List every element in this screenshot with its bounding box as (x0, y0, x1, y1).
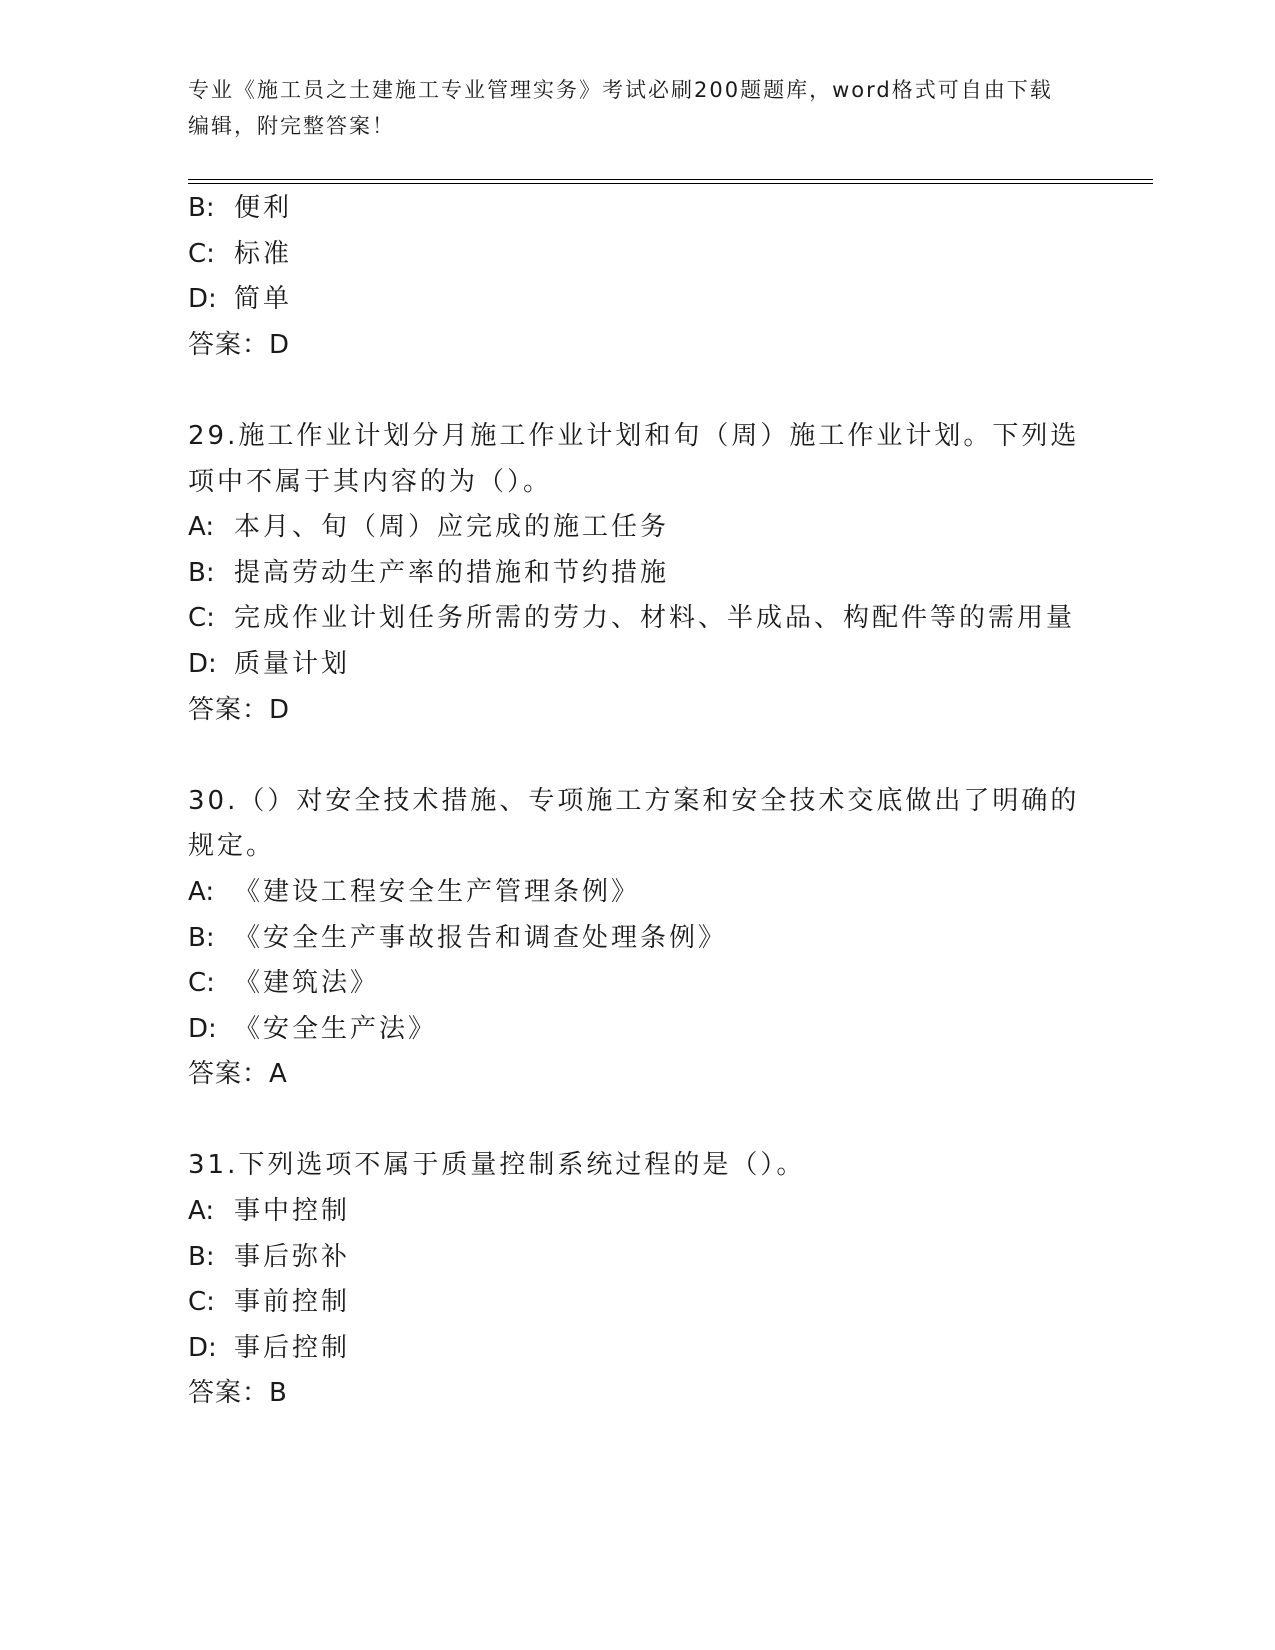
option-letter: A: (188, 512, 215, 543)
spacer (188, 733, 1088, 779)
question-stem: 31.下列选项不属于质量控制系统过程的是（）。 (188, 1150, 806, 1181)
option-b (188, 551, 1088, 597)
question-stem: 29.施工作业计划分月施工作业计划和旬（周）施工作业计划。下列选项中不属于其内容的为（）。 (188, 420, 1080, 497)
option-b (188, 186, 1088, 232)
question-stem: 30.（）对安全技术措施、专项施工方案和安全技术交底做出了明确的规定。 (188, 785, 1080, 862)
option-text: 完成作业计划任务所需的劳力、材料、半成品、构配件等的需用量 (234, 603, 1076, 634)
option-letter: B: (188, 193, 215, 223)
question-29 (188, 414, 1088, 733)
option-text: 事中控制 (234, 1196, 351, 1227)
option-letter: D: (188, 648, 217, 679)
option-letter: D: (188, 1013, 217, 1044)
header-rule-top (188, 179, 1153, 180)
answer: 答案：D (188, 329, 291, 360)
question-list (188, 186, 1088, 1417)
option-text: 便利 (234, 193, 293, 223)
option-text: 质量计划 (234, 648, 351, 679)
option-letter: C: (188, 603, 215, 634)
question-31 (188, 1143, 1088, 1417)
option-letter: B: (188, 557, 215, 588)
option-text: 《建筑法》 (234, 968, 380, 999)
document-header: 专业《施工员之土建施工专业管理实务》考试必刷200题题库，word格式可自由下载编辑，附完整答案！ (188, 78, 1053, 138)
spacer (188, 1098, 1088, 1144)
option-text: 事后弥补 (234, 1241, 351, 1272)
answer: 答案：D (188, 694, 291, 725)
option-text: 《安全生产法》 (234, 1013, 438, 1044)
header-rule-bottom (188, 183, 1153, 184)
option-text: 标准 (234, 238, 293, 269)
option-letter: C: (188, 1287, 215, 1318)
option-text: 事后控制 (234, 1332, 351, 1363)
option-text: 事前控制 (234, 1287, 351, 1318)
option-letter: B: (188, 922, 215, 953)
option-c (188, 961, 1088, 1007)
answer: 答案：A (188, 1059, 288, 1090)
option-letter: C: (188, 238, 215, 269)
option-d (188, 1326, 1088, 1372)
option-letter: D: (188, 1332, 217, 1363)
option-c (188, 596, 1088, 642)
option-text: 《建设工程安全生产管理条例》 (234, 876, 641, 907)
option-a (188, 870, 1088, 916)
option-text: 本月、旬（周）应完成的施工任务 (234, 512, 670, 543)
option-d (188, 277, 1088, 323)
option-text: 《安全生产事故报告和调查处理条例》 (234, 922, 728, 953)
option-text: 提高劳动生产率的措施和节约措施 (234, 557, 670, 588)
answer: 答案：B (188, 1378, 288, 1409)
option-letter: B: (188, 1241, 215, 1272)
question-30 (188, 779, 1088, 1098)
option-b (188, 1235, 1088, 1281)
option-text: 简单 (234, 284, 293, 315)
option-letter: C: (188, 968, 215, 999)
spacer (188, 368, 1088, 414)
option-a (188, 505, 1088, 551)
continued-question (188, 186, 1088, 368)
option-c (188, 232, 1088, 278)
option-c (188, 1280, 1088, 1326)
option-a (188, 1189, 1088, 1235)
option-b (188, 916, 1088, 962)
option-letter: D: (188, 284, 217, 315)
option-letter: A: (188, 1196, 215, 1227)
option-d (188, 1007, 1088, 1053)
option-d (188, 642, 1088, 688)
option-letter: A: (188, 876, 215, 907)
